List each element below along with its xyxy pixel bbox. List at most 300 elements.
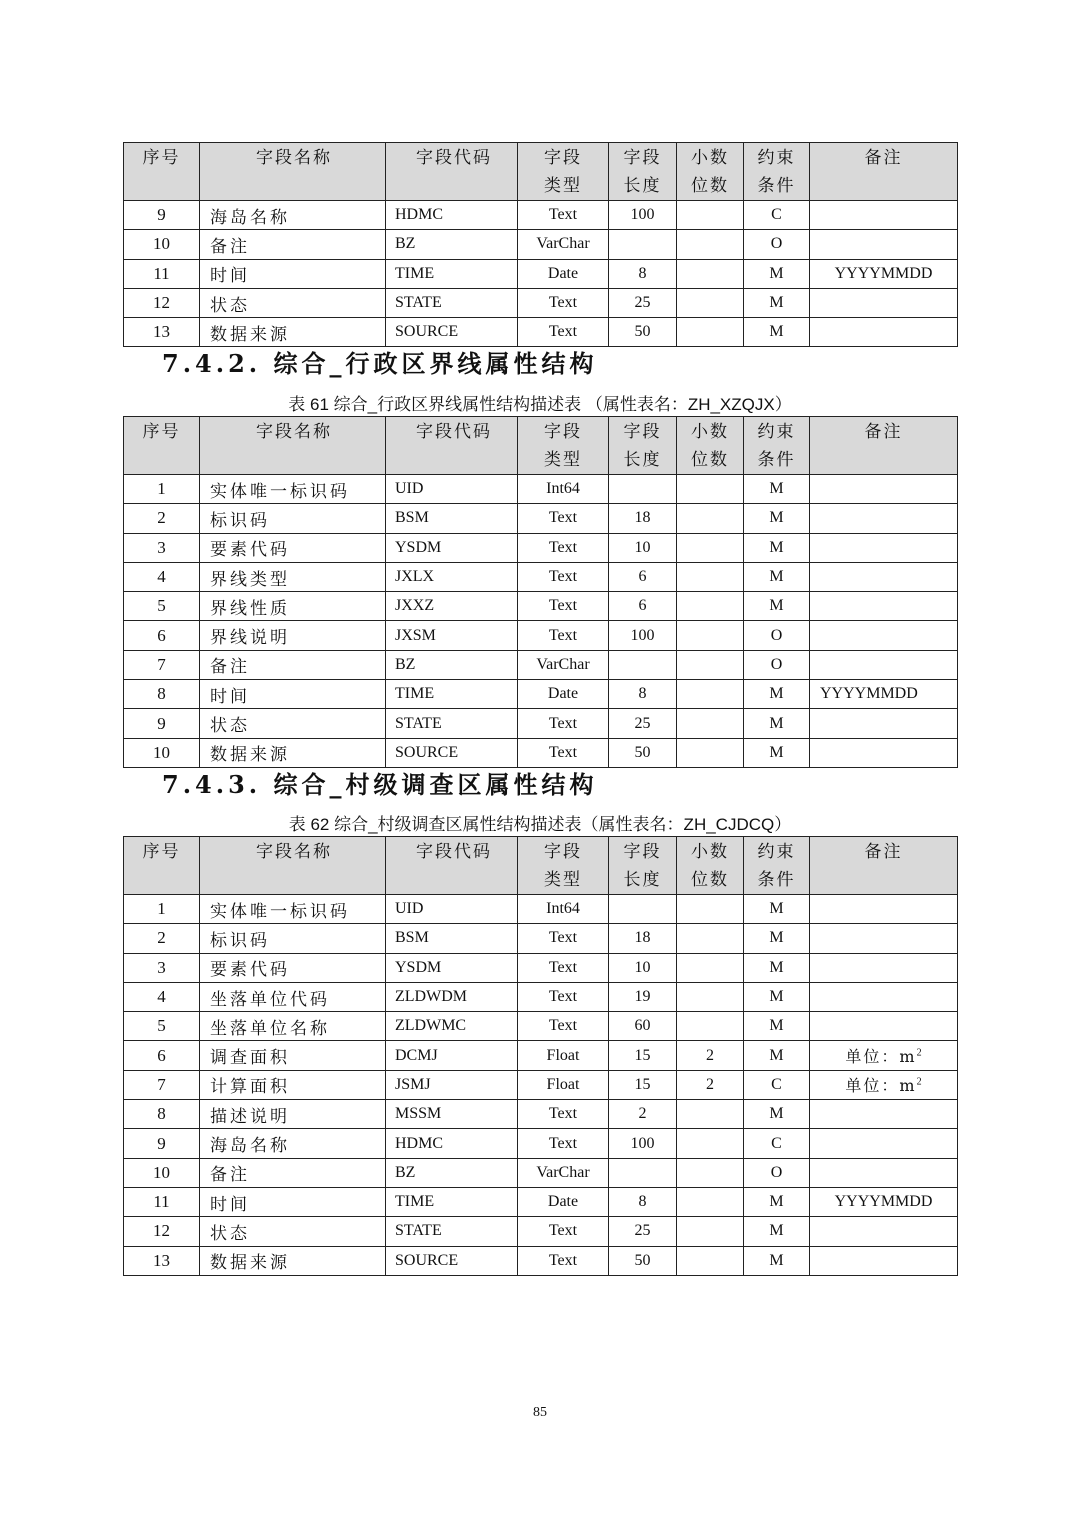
field-code-cell: STATE xyxy=(386,1217,518,1246)
field-type-cell: VarChar xyxy=(518,230,609,259)
field-type-cell: Text xyxy=(518,1129,609,1158)
remark-cell xyxy=(810,982,958,1011)
field-code-cell: YSDM xyxy=(386,953,518,982)
field-code-cell: TIME xyxy=(386,259,518,288)
field-name-cell: 数据来源 xyxy=(200,738,386,767)
table-caption-61: 表 61 综合_行政区界线属性结构描述表 （属性表名：ZH_XZQJX） xyxy=(288,395,792,414)
header-remark xyxy=(810,417,958,475)
field-code-cell: BZ xyxy=(386,230,518,259)
header-line: 小数 xyxy=(691,842,729,862)
field-code-cell: JXXZ xyxy=(386,592,518,621)
seq-cell: 3 xyxy=(124,533,200,562)
seq-cell: 6 xyxy=(124,1041,200,1070)
header-line: 类型 xyxy=(544,176,582,196)
remark-cell xyxy=(810,1070,958,1099)
field-name-cell: 备注 xyxy=(200,650,386,679)
seq-cell: 10 xyxy=(124,230,200,259)
attribute-table-62 xyxy=(123,836,958,1276)
table-row xyxy=(124,475,958,504)
field-code-cell: BZ xyxy=(386,1158,518,1187)
seq-cell: 4 xyxy=(124,982,200,1011)
length-cell: 2 xyxy=(609,1100,677,1129)
seq-cell: 2 xyxy=(124,504,200,533)
remark-cell xyxy=(810,504,958,533)
field-name-cell: 标识码 xyxy=(200,924,386,953)
decimals-cell xyxy=(677,592,744,621)
constraint-cell: M xyxy=(744,562,810,591)
header-line: 位数 xyxy=(691,176,729,196)
header-line: 字段 xyxy=(623,842,662,862)
field-name-cell: 备注 xyxy=(200,1158,386,1187)
seq-cell: 5 xyxy=(124,1012,200,1041)
length-cell: 25 xyxy=(609,288,677,317)
unit-text: 单位：m xyxy=(845,1047,917,1067)
table-row xyxy=(124,562,958,591)
remark-cell xyxy=(810,533,958,562)
field-name-cell: 要素代码 xyxy=(200,533,386,562)
table-body xyxy=(124,895,958,1276)
length-cell: 10 xyxy=(609,533,677,562)
field-type-cell: Text xyxy=(518,504,609,533)
length-cell: 100 xyxy=(609,621,677,650)
field-type-cell: Text xyxy=(518,1100,609,1129)
decimals-cell xyxy=(677,562,744,591)
table-row xyxy=(124,709,958,738)
header-line: 小数 xyxy=(691,148,729,168)
header-field-code xyxy=(386,417,518,475)
field-name-cell: 海岛名称 xyxy=(200,1129,386,1158)
constraint-cell: O xyxy=(744,621,810,650)
seq-cell: 12 xyxy=(124,1217,200,1246)
header-remark xyxy=(810,143,958,201)
header-constraint xyxy=(744,837,810,895)
header-line: 字段代码 xyxy=(416,422,492,442)
seq-cell: 7 xyxy=(124,650,200,679)
seq-cell: 8 xyxy=(124,680,200,709)
seq-cell: 8 xyxy=(124,1100,200,1129)
field-type-cell: Text xyxy=(518,1217,609,1246)
field-type-cell: Date xyxy=(518,1187,609,1216)
header-line: 条件 xyxy=(757,176,796,196)
field-code-cell: ZLDWMC xyxy=(386,1012,518,1041)
field-type-cell: VarChar xyxy=(518,1158,609,1187)
field-name-cell: 状态 xyxy=(200,1217,386,1246)
header-field-type xyxy=(518,417,609,475)
table-row xyxy=(124,592,958,621)
header-line: 字段 xyxy=(544,148,582,168)
table-row xyxy=(124,259,958,288)
header-line: 长度 xyxy=(623,870,662,890)
header-line: 字段 xyxy=(544,422,582,442)
field-code-cell: STATE xyxy=(386,288,518,317)
header-row xyxy=(124,417,958,475)
field-type-cell: VarChar xyxy=(518,650,609,679)
decimals-cell xyxy=(677,318,744,347)
decimals-cell: 2 xyxy=(677,1070,744,1099)
seq-cell: 2 xyxy=(124,924,200,953)
field-name-cell: 备注 xyxy=(200,230,386,259)
header-line: 字段代码 xyxy=(416,842,492,862)
field-type-cell: Date xyxy=(518,259,609,288)
length-cell xyxy=(609,1158,677,1187)
remark-cell: YYYYMMDD xyxy=(810,680,958,709)
seq-cell: 1 xyxy=(124,475,200,504)
field-name-cell: 状态 xyxy=(200,709,386,738)
seq-cell: 5 xyxy=(124,592,200,621)
table-row xyxy=(124,650,958,679)
header-line: 位数 xyxy=(691,870,729,890)
table-row xyxy=(124,1217,958,1246)
field-type-cell: Date xyxy=(518,680,609,709)
table-header xyxy=(124,417,958,475)
field-type-cell: Text xyxy=(518,318,609,347)
constraint-cell: M xyxy=(744,709,810,738)
table-row xyxy=(124,1041,958,1070)
table-row xyxy=(124,504,958,533)
remark-cell xyxy=(810,562,958,591)
seq-cell: 9 xyxy=(124,709,200,738)
decimals-cell xyxy=(677,680,744,709)
header-line: 序号 xyxy=(142,842,181,862)
remark-cell xyxy=(810,592,958,621)
unit-text: 单位：m xyxy=(845,1076,917,1096)
table-body xyxy=(124,201,958,347)
field-type-cell: Text xyxy=(518,924,609,953)
seq-cell: 9 xyxy=(124,201,200,230)
field-code-cell: HDMC xyxy=(386,201,518,230)
seq-cell: 3 xyxy=(124,953,200,982)
decimals-cell xyxy=(677,709,744,738)
seq-cell: 9 xyxy=(124,1129,200,1158)
seq-cell: 6 xyxy=(124,621,200,650)
remark-cell xyxy=(810,1100,958,1129)
constraint-cell: M xyxy=(744,318,810,347)
remark-cell xyxy=(810,1041,958,1070)
table-row xyxy=(124,895,958,924)
header-length xyxy=(609,417,677,475)
decimals-cell xyxy=(677,982,744,1011)
remark-cell xyxy=(810,201,958,230)
length-cell xyxy=(609,230,677,259)
seq-cell: 4 xyxy=(124,562,200,591)
remark-cell xyxy=(810,318,958,347)
table-row xyxy=(124,1158,958,1187)
length-cell: 50 xyxy=(609,738,677,767)
table-row xyxy=(124,982,958,1011)
table-header xyxy=(124,143,958,201)
field-code-cell: SOURCE xyxy=(386,1246,518,1275)
header-line: 小数 xyxy=(691,422,729,442)
remark-cell xyxy=(810,1246,958,1275)
header-line: 长度 xyxy=(623,176,662,196)
length-cell: 15 xyxy=(609,1041,677,1070)
field-code-cell: DCMJ xyxy=(386,1041,518,1070)
length-cell: 15 xyxy=(609,1070,677,1099)
header-field-code xyxy=(386,143,518,201)
header-field-name xyxy=(200,143,386,201)
length-cell xyxy=(609,650,677,679)
field-name-cell: 实体唯一标识码 xyxy=(200,895,386,924)
seq-cell: 11 xyxy=(124,259,200,288)
field-code-cell: JXSM xyxy=(386,621,518,650)
decimals-cell xyxy=(677,1217,744,1246)
header-field-type xyxy=(518,837,609,895)
remark-cell xyxy=(810,709,958,738)
header-length xyxy=(609,143,677,201)
field-code-cell: ZLDWDM xyxy=(386,982,518,1011)
seq-cell: 10 xyxy=(124,738,200,767)
field-name-cell: 状态 xyxy=(200,288,386,317)
remark-cell xyxy=(810,895,958,924)
table-row xyxy=(124,1187,958,1216)
header-line: 字段名称 xyxy=(256,148,332,168)
length-cell: 19 xyxy=(609,982,677,1011)
constraint-cell: M xyxy=(744,1012,810,1041)
table-row xyxy=(124,1100,958,1129)
decimals-cell xyxy=(677,1100,744,1129)
header-line: 位数 xyxy=(691,450,729,470)
remark-cell xyxy=(810,953,958,982)
length-cell: 25 xyxy=(609,1217,677,1246)
field-name-cell: 调查面积 xyxy=(200,1041,386,1070)
field-name-cell: 标识码 xyxy=(200,504,386,533)
length-cell: 18 xyxy=(609,924,677,953)
field-type-cell: Float xyxy=(518,1070,609,1099)
decimals-cell xyxy=(677,953,744,982)
header-seq xyxy=(124,837,200,895)
page-number: 85 xyxy=(533,1405,547,1420)
remark-cell xyxy=(810,621,958,650)
decimals-cell xyxy=(677,1187,744,1216)
constraint-cell: O xyxy=(744,650,810,679)
remark-cell xyxy=(810,288,958,317)
header-line: 备注 xyxy=(864,148,903,168)
header-line: 条件 xyxy=(757,870,796,890)
constraint-cell: M xyxy=(744,1187,810,1216)
length-cell: 6 xyxy=(609,592,677,621)
header-field-name xyxy=(200,837,386,895)
field-code-cell: JXLX xyxy=(386,562,518,591)
field-name-cell: 时间 xyxy=(200,259,386,288)
field-type-cell: Int64 xyxy=(518,895,609,924)
remark-cell xyxy=(810,1217,958,1246)
field-name-cell: 时间 xyxy=(200,1187,386,1216)
decimals-cell xyxy=(677,650,744,679)
remark-cell xyxy=(810,230,958,259)
constraint-cell: C xyxy=(744,1070,810,1099)
length-cell: 10 xyxy=(609,953,677,982)
seq-cell: 1 xyxy=(124,895,200,924)
remark-cell xyxy=(810,1012,958,1041)
field-code-cell: STATE xyxy=(386,709,518,738)
constraint-cell: M xyxy=(744,738,810,767)
section-heading-7-4-3: 7.4.3. 综合_村级调查区属性结构 xyxy=(162,770,598,799)
length-cell xyxy=(609,895,677,924)
remark-cell xyxy=(810,738,958,767)
field-type-cell: Text xyxy=(518,562,609,591)
length-cell: 50 xyxy=(609,1246,677,1275)
constraint-cell: M xyxy=(744,1217,810,1246)
constraint-cell: M xyxy=(744,288,810,317)
header-line: 约束 xyxy=(757,148,796,168)
remark-cell xyxy=(810,1129,958,1158)
constraint-cell: M xyxy=(744,1041,810,1070)
field-type-cell: Text xyxy=(518,201,609,230)
field-name-cell: 界线说明 xyxy=(200,621,386,650)
field-code-cell: SOURCE xyxy=(386,318,518,347)
field-name-cell: 时间 xyxy=(200,680,386,709)
constraint-cell: C xyxy=(744,201,810,230)
decimals-cell xyxy=(677,475,744,504)
table-body xyxy=(124,475,958,768)
attribute-table-continued xyxy=(123,142,958,347)
length-cell: 8 xyxy=(609,1187,677,1216)
field-type-cell: Text xyxy=(518,621,609,650)
field-code-cell: MSSM xyxy=(386,1100,518,1129)
header-decimals xyxy=(677,837,744,895)
header-line: 字段 xyxy=(623,422,662,442)
field-name-cell: 描述说明 xyxy=(200,1100,386,1129)
field-name-cell: 界线性质 xyxy=(200,592,386,621)
field-code-cell: JSMJ xyxy=(386,1070,518,1099)
table-row xyxy=(124,738,958,767)
field-type-cell: Text xyxy=(518,533,609,562)
seq-cell: 13 xyxy=(124,1246,200,1275)
constraint-cell: O xyxy=(744,1158,810,1187)
table-row xyxy=(124,318,958,347)
header-seq xyxy=(124,143,200,201)
attribute-table-61 xyxy=(123,416,958,768)
table-row xyxy=(124,1129,958,1158)
length-cell: 18 xyxy=(609,504,677,533)
table-row xyxy=(124,201,958,230)
decimals-cell xyxy=(677,288,744,317)
table-row xyxy=(124,621,958,650)
constraint-cell: M xyxy=(744,895,810,924)
field-name-cell: 数据来源 xyxy=(200,318,386,347)
field-type-cell: Float xyxy=(518,1041,609,1070)
field-name-cell: 要素代码 xyxy=(200,953,386,982)
decimals-cell xyxy=(677,1129,744,1158)
decimals-cell xyxy=(677,895,744,924)
constraint-cell: M xyxy=(744,680,810,709)
field-type-cell: Text xyxy=(518,288,609,317)
decimals-cell xyxy=(677,621,744,650)
header-field-code xyxy=(386,837,518,895)
decimals-cell xyxy=(677,1246,744,1275)
constraint-cell: O xyxy=(744,230,810,259)
field-type-cell: Text xyxy=(518,738,609,767)
header-line: 长度 xyxy=(623,450,662,470)
field-code-cell: TIME xyxy=(386,1187,518,1216)
field-name-cell: 坐落单位名称 xyxy=(200,1012,386,1041)
header-remark xyxy=(810,837,958,895)
remark-cell xyxy=(810,1158,958,1187)
header-line: 约束 xyxy=(757,422,796,442)
table-row xyxy=(124,1070,958,1099)
constraint-cell: M xyxy=(744,504,810,533)
decimals-cell xyxy=(677,230,744,259)
header-constraint xyxy=(744,143,810,201)
length-cell: 100 xyxy=(609,1129,677,1158)
decimals-cell: 2 xyxy=(677,1041,744,1070)
field-code-cell: HDMC xyxy=(386,1129,518,1158)
header-line: 字段 xyxy=(544,842,582,862)
header-line: 字段名称 xyxy=(256,842,332,862)
field-code-cell: BSM xyxy=(386,504,518,533)
header-length xyxy=(609,837,677,895)
header-line: 备注 xyxy=(864,422,903,442)
table-row xyxy=(124,680,958,709)
field-name-cell: 坐落单位代码 xyxy=(200,982,386,1011)
header-line: 条件 xyxy=(757,450,796,470)
field-name-cell: 计算面积 xyxy=(200,1070,386,1099)
header-field-name xyxy=(200,417,386,475)
remark-cell xyxy=(810,924,958,953)
length-cell: 50 xyxy=(609,318,677,347)
header-constraint xyxy=(744,417,810,475)
decimals-cell xyxy=(677,924,744,953)
table-row xyxy=(124,1246,958,1275)
field-code-cell: BZ xyxy=(386,650,518,679)
header-line: 类型 xyxy=(544,450,582,470)
field-name-cell: 实体唯一标识码 xyxy=(200,475,386,504)
length-cell: 6 xyxy=(609,562,677,591)
header-line: 序号 xyxy=(142,422,181,442)
remark-cell xyxy=(810,650,958,679)
seq-cell: 11 xyxy=(124,1187,200,1216)
header-line: 约束 xyxy=(757,842,796,862)
header-seq xyxy=(124,417,200,475)
field-type-cell: Text xyxy=(518,709,609,738)
constraint-cell: M xyxy=(744,1100,810,1129)
header-decimals xyxy=(677,143,744,201)
header-line: 类型 xyxy=(544,870,582,890)
field-type-cell: Text xyxy=(518,982,609,1011)
field-type-cell: Text xyxy=(518,1012,609,1041)
field-code-cell: BSM xyxy=(386,924,518,953)
field-code-cell: YSDM xyxy=(386,533,518,562)
decimals-cell xyxy=(677,259,744,288)
seq-cell: 12 xyxy=(124,288,200,317)
seq-cell: 10 xyxy=(124,1158,200,1187)
constraint-cell: M xyxy=(744,1246,810,1275)
decimals-cell xyxy=(677,533,744,562)
field-name-cell: 海岛名称 xyxy=(200,201,386,230)
field-type-cell: Text xyxy=(518,953,609,982)
field-code-cell: UID xyxy=(386,475,518,504)
header-line: 字段名称 xyxy=(256,422,332,442)
field-code-cell: SOURCE xyxy=(386,738,518,767)
constraint-cell: C xyxy=(744,1129,810,1158)
remark-cell: YYYYMMDD xyxy=(810,259,958,288)
field-code-cell: UID xyxy=(386,895,518,924)
length-cell: 25 xyxy=(609,709,677,738)
header-row xyxy=(124,837,958,895)
constraint-cell: M xyxy=(744,924,810,953)
decimals-cell xyxy=(677,1012,744,1041)
table-row xyxy=(124,1012,958,1041)
constraint-cell: M xyxy=(744,982,810,1011)
seq-cell: 13 xyxy=(124,318,200,347)
header-line: 序号 xyxy=(142,148,181,168)
decimals-cell xyxy=(677,1158,744,1187)
table-row xyxy=(124,230,958,259)
header-line: 字段代码 xyxy=(416,148,492,168)
length-cell: 8 xyxy=(609,680,677,709)
header-row xyxy=(124,143,958,201)
table-row xyxy=(124,953,958,982)
